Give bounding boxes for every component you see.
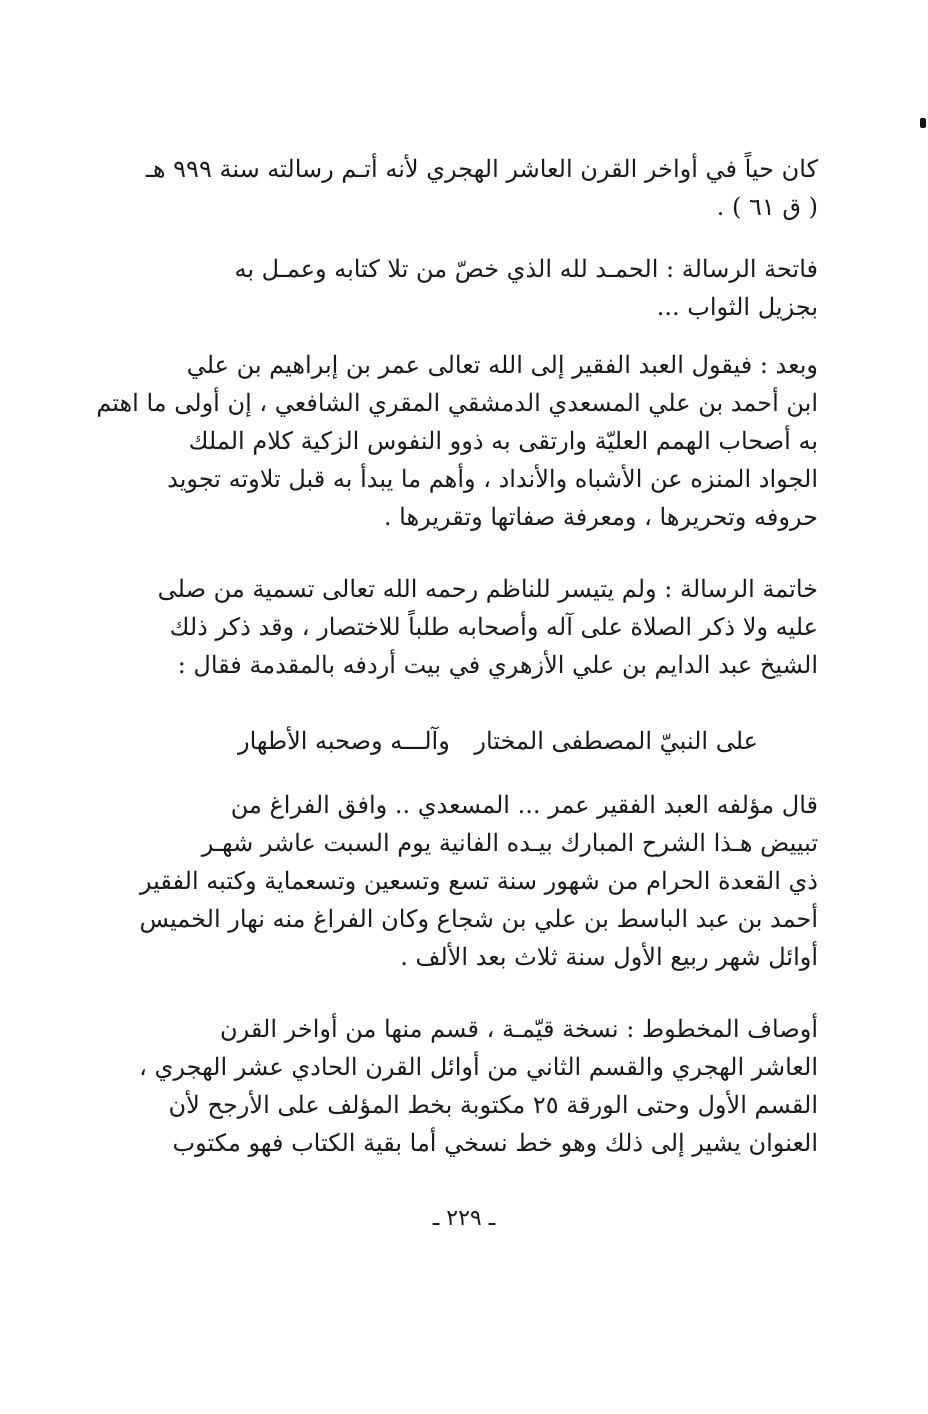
paragraph-opening xyxy=(168,250,818,326)
text-line: ( ق ٦١ ) . xyxy=(716,193,818,221)
text-line: الشيخ عبد الدايم بن علي الأزهري في بيت أردفه بالمقدمة فقال : xyxy=(177,651,818,679)
text-line: حروفه وتحريرها ، ومعرفة صفاتها وتقريرها . xyxy=(383,503,818,531)
text-line: فاتحة الرسالة : الحمـد لله الذي خصّ من تلا كتابه وعمـل به xyxy=(234,255,818,283)
text-line: ابن أحمد بن علي المسعدي الدمشقي المقري الشافعي ، إن أولى ما اهتم xyxy=(96,389,818,417)
text-line: العنوان يشير إلى ذلك وهو خط نسخي أما بقية الكتاب فهو مكتوب xyxy=(172,1129,818,1157)
text-line: كان حياً في أواخر القرن العاشر الهجري لأنه أتـم رسالته سنة ٩٩٩ هـ xyxy=(145,155,818,183)
paragraph-introduction xyxy=(96,346,818,536)
scan-edge-mark xyxy=(920,118,926,128)
page-number: ـ ٢٢٩ ـ xyxy=(432,1206,496,1231)
text-line: ذي القعدة الحرام من شهور سنة تسع وتسعين وتسعماية وكتبه الفقير xyxy=(139,867,818,895)
paragraph-scribe-date xyxy=(145,150,818,226)
text-line: أحمد بن عبد الباسط بن علي بن شجاع وكان الفراغ منه نهار الخميس xyxy=(139,905,818,933)
text-line: تبييض هـذا الشرح المبارك بيـده الفانية يوم السبت عاشر شهـر xyxy=(201,829,818,857)
verse-first-hemistich: على النبيّ المصطفى المختار xyxy=(474,727,758,755)
paragraph-colophon xyxy=(139,786,818,976)
poetry-verse xyxy=(238,722,758,760)
paragraph-manuscript-description xyxy=(139,1010,818,1162)
verse-second-hemistich: وآلـــه وصحبه الأطهار xyxy=(238,727,450,755)
text-line: خاتمة الرسالة : ولم يتيسر للناظم رحمه الله تعالى تسمية من صلى xyxy=(157,575,818,603)
text-line: العاشر الهجري والقسم الثاني من أوائل القرن الحادي عشر الهجري ، xyxy=(139,1053,818,1081)
text-line: قال مؤلفه العبد الفقير عمر ... المسعدي .. وافق الفراغ من xyxy=(230,791,818,819)
text-line: الجواد المنزه عن الأشباه والأنداد ، وأهم ما يبدأ به قبل تلاوته تجويد xyxy=(167,465,818,493)
text-line: القسم الأول وحتى الورقة ٢٥ مكتوبة بخط المؤلف على الأرجح لأن xyxy=(168,1091,818,1119)
text-line: وبعد : فيقول العبد الفقير إلى الله تعالى عمر بن إبراهيم بن علي xyxy=(186,351,818,379)
text-line: أوصاف المخطوط : نسخة قيّمـة ، قسم منها من أواخر القرن xyxy=(220,1015,818,1043)
text-line: بجزيل الثواب ... xyxy=(656,293,818,321)
paragraph-closing xyxy=(157,570,818,684)
text-line: عليه ولا ذكر الصلاة على آله وأصحابه طلباً للاختصار ، وقد ذكر ذلك xyxy=(169,613,818,641)
text-line: به أصحاب الهمم العليّة وارتقى به ذوو النفوس الزكية كلام الملك xyxy=(188,427,818,455)
text-line: أوائل شهر ربيع الأول سنة ثلاث بعد الألف . xyxy=(400,943,818,971)
